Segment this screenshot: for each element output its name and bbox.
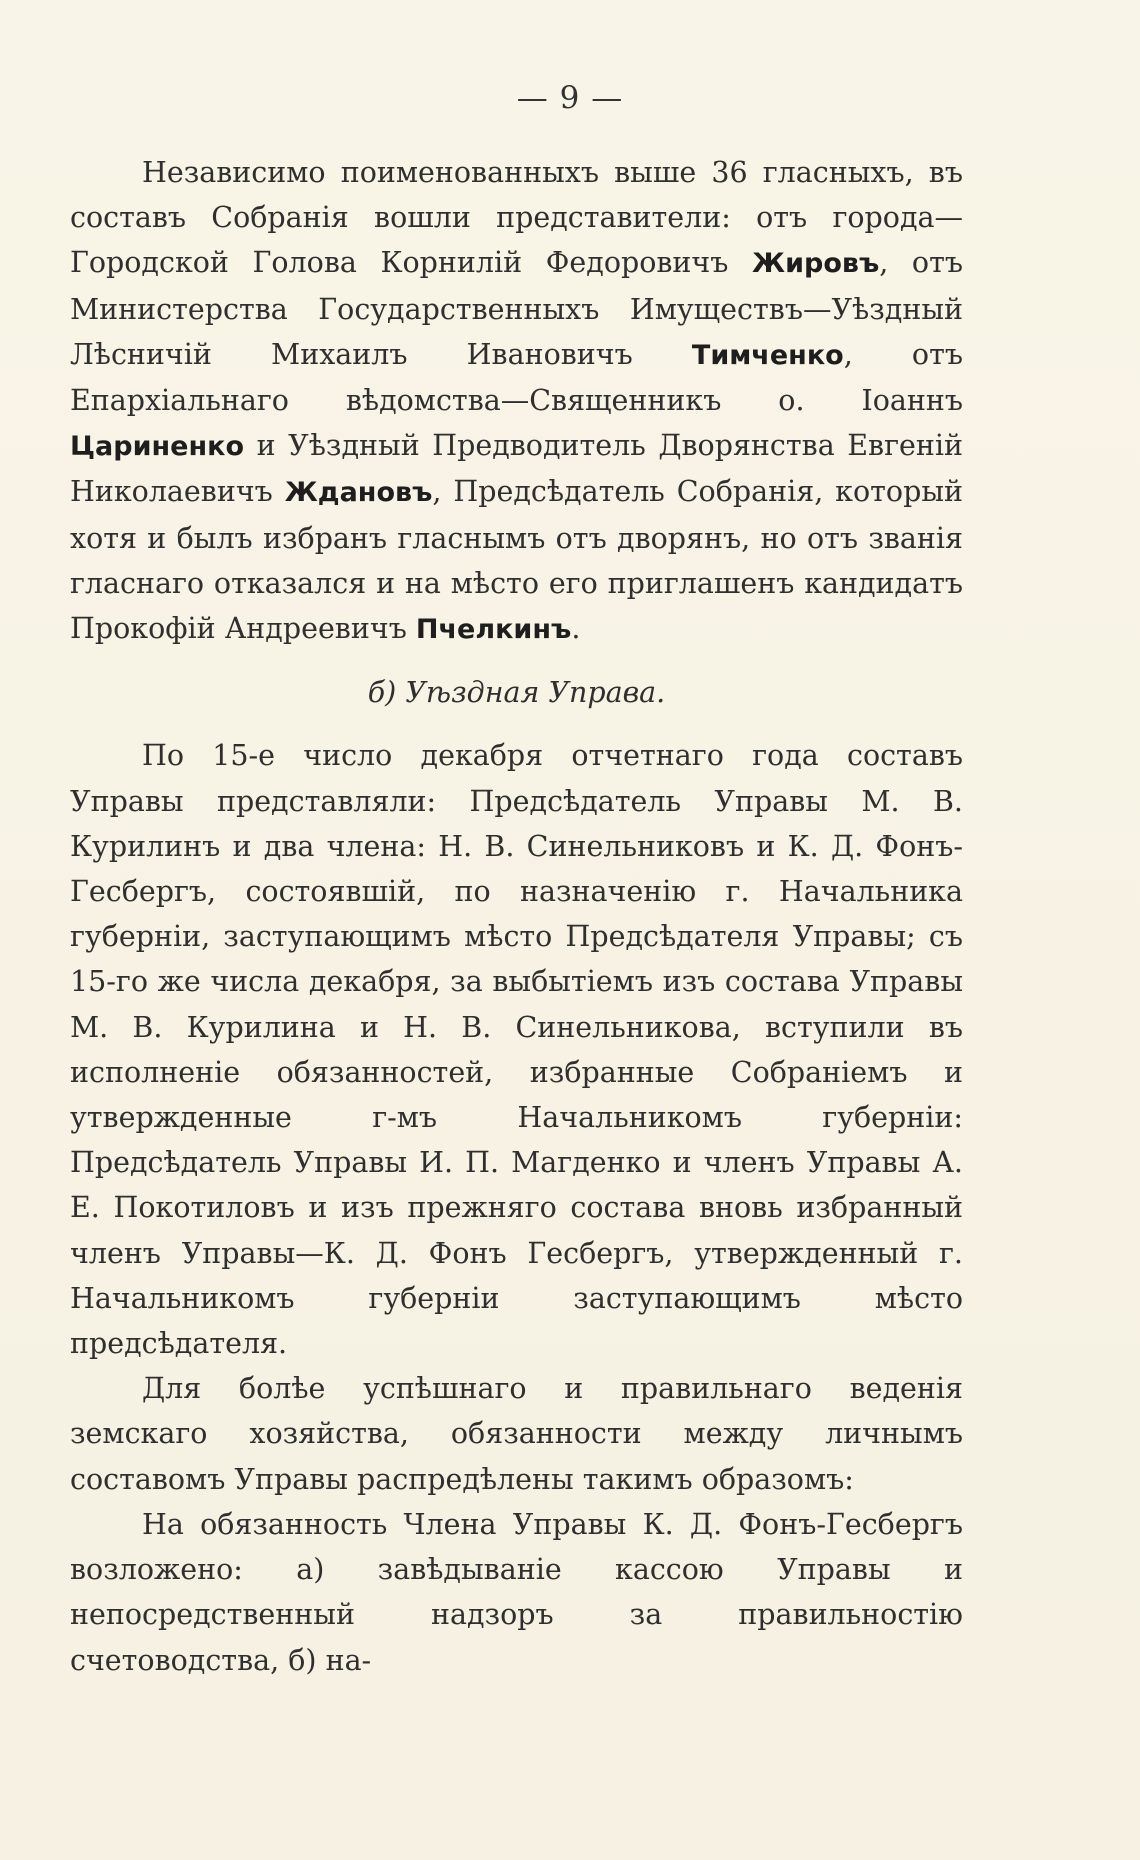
paragraph-representatives bbox=[70, 150, 963, 652]
person-name-timchenko: Тимченко bbox=[691, 339, 844, 371]
text-run: Независимо поименованныхъ выше 36 гласныхъ, въ составъ Собранія вошли представители: отъ города—Городской Голова Корнилій Федоровичъ bbox=[70, 156, 963, 280]
text-run: , Предсѣдатель Собранія, который хотя и былъ избранъ гласнымъ отъ дворянъ, но отъ званія гласнаго отказался и на мѣсто его приглашенъ кандидатъ Прокофій Андреевичъ bbox=[70, 475, 963, 646]
person-name-pchelkin: Пчелкинъ bbox=[415, 614, 572, 646]
person-name-tsarinenko: Цариненко bbox=[70, 431, 245, 463]
paragraph-duties-intro: Для болѣе успѣшнаго и правильнаго веденія земскаго хозяйства, обязанности между личнымъ составомъ Управы распредѣлены такимъ образомъ: bbox=[70, 1372, 963, 1496]
text-run: . bbox=[571, 612, 581, 646]
body-text bbox=[70, 150, 963, 1683]
person-name-zhdanov: Ждановъ bbox=[284, 477, 433, 509]
page-number: — 9 — bbox=[516, 80, 624, 116]
text-run: , отъ Епархіальнаго вѣдомства—Священникъ о. Іоаннъ bbox=[70, 337, 963, 418]
text-run: , отъ Министерства Государственныхъ Имуществъ—Уѣздный Лѣсничій Михаилъ Ивановичъ bbox=[70, 246, 963, 371]
section-heading: б) Уѣздная Управа. bbox=[367, 676, 666, 710]
text-run: и Уѣздный Предводитель Дворянства Евгеній Николаевичъ bbox=[70, 429, 963, 509]
person-name-zhirov: Жировъ bbox=[752, 248, 880, 280]
paragraph-duties-member: На обязанность Члена Управы К. Д. Фонъ-Гесбергъ возложено: а) завѣдываніе кассою Управы и непосредственный надзоръ за правильностію счетоводства, б) на- bbox=[70, 1507, 963, 1677]
paragraph-board-composition: По 15-е число декабря отчетнаго года составъ Управы представляли: Предсѣдатель Управы М. В. Курилинъ и два члена: Н. В. Синельниковъ и К. Д. Фонъ-Гесбергъ, состоявшій, по назначенію г. Начальника губерніи, заступающимъ мѣсто Предсѣдателя Управы; съ 15-го же числа декабря, за выбытіемъ изъ состава Управы М. В. Курилина и Н. В. Синельникова, вступили въ исполненіе обязанностей, избранные Собраніемъ и утвержденные г-мъ Начальникомъ губерніи: Предсѣдатель Управы И. П. Магденко и членъ Управы А. Е. Покотиловъ и изъ прежняго состава вновь избранный членъ Управы—К. Д. Фонъ Гесбергъ, утвержденный г. Начальникомъ губерніи заступающимъ мѣсто предсѣдателя. bbox=[70, 739, 963, 1361]
